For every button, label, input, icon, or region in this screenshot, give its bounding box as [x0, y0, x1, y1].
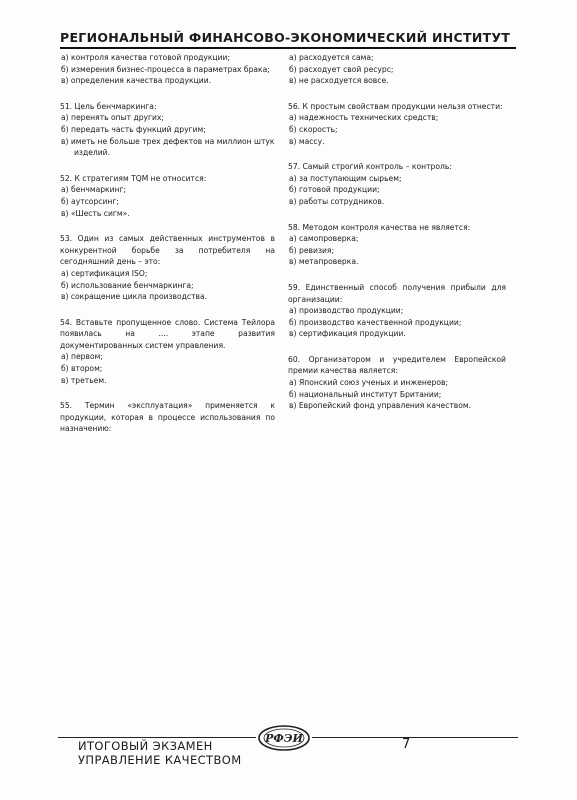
- option: а) контроля качества готовой продукции;: [61, 53, 231, 62]
- institute-title: РЕГИОНАЛЬНЫЙ ФИНАНСОВО-ЭКОНОМИЧЕСКИЙ ИНСТИТУТ: [60, 30, 511, 45]
- question-52: [60, 173, 275, 219]
- option: а) надежность технических средств;: [289, 113, 439, 123]
- option: а) производство продукции;: [289, 306, 404, 316]
- option: а) бенчмаркинг;: [61, 185, 127, 195]
- left-column: [60, 52, 275, 449]
- question-60: [288, 354, 506, 412]
- option: в) «Шесть сигм».: [61, 208, 130, 218]
- option: а) за поступающим сырьем;: [289, 173, 402, 183]
- question-55: [60, 400, 275, 435]
- header-rule: [60, 47, 516, 49]
- option: в) иметь не больше трех дефектов на миллион штук изделий.: [61, 136, 275, 158]
- option: б) использование бенчмаркинга;: [61, 280, 194, 290]
- question-text: 51. Цель бенчмаркинга:: [60, 101, 157, 111]
- option: а) перенять опыт других;: [61, 113, 164, 123]
- page-number: 7: [402, 737, 411, 752]
- question-text: 52. К стратегиям TQM не относится:: [60, 173, 207, 183]
- option: б) аутсорсинг;: [61, 196, 119, 206]
- logo-text: РФЭИ: [265, 732, 303, 745]
- question-text: 60. Организатором и учредителем Европейской премии качества является:: [288, 354, 506, 376]
- question-58: [288, 222, 506, 268]
- option: б) производство качественной продукции;: [289, 317, 462, 327]
- option: в) не расходуется вовсе.: [289, 76, 389, 86]
- option: б) ревизия;: [289, 245, 335, 255]
- option: а) сертификация ISO;: [61, 268, 148, 278]
- question-57: [288, 161, 506, 207]
- option: б) расходует свой ресурс;: [289, 64, 394, 74]
- option: б) втором;: [61, 364, 103, 374]
- question-text: 58. Методом контроля качества не является:: [288, 222, 471, 232]
- option: б) измерения бизнес-процесса в параметрах брака;: [61, 64, 270, 74]
- option: в) определения качества продукции.: [61, 76, 212, 86]
- page-footer: [78, 731, 498, 771]
- option: б) готовой продукции;: [289, 185, 380, 195]
- option: в) работы сотрудников.: [289, 196, 385, 206]
- option: в) сертификация продукции.: [289, 329, 406, 339]
- option: б) национальный институт Британии;: [289, 389, 442, 399]
- question-text: 53. Один из самых действенных инструментов в конкурентной борьбе за потребителя на сегодняшний день – это:: [60, 234, 275, 267]
- exam-title: ИТОГОВЫЙ ЭКЗАМЕН: [78, 739, 217, 753]
- option: в) сокращение цикла производства.: [61, 292, 208, 302]
- question-56: [288, 101, 506, 147]
- option: в) массу.: [289, 136, 325, 146]
- question-54: [60, 317, 275, 387]
- option: в) Европейский фонд управления качеством.: [289, 401, 472, 411]
- question-50-tail: [60, 52, 275, 87]
- question-55-tail: [288, 52, 506, 87]
- question-text: 55. Термин «эксплуатация» применяется к продукции, которая в процессе использования по назначению:: [60, 401, 275, 434]
- question-53: [60, 233, 275, 303]
- question-text: 54. Вставьте пропущенное слово. Система Тейлора появилась на .... этапе развития документированных систем управления.: [60, 317, 275, 350]
- course-title: УПРАВЛЕНИЕ КАЧЕСТВОМ: [78, 753, 246, 767]
- option: а) Японский союз ученых и инженеров;: [289, 378, 449, 388]
- question-59: [288, 282, 506, 340]
- question-text: 56. К простым свойствам продукции нельзя отнести:: [288, 101, 503, 111]
- page-header: [60, 30, 516, 50]
- option: а) расходуется сама;: [289, 53, 374, 62]
- question-51: [60, 101, 275, 159]
- option: б) передать часть функций другим;: [61, 124, 206, 134]
- option: б) скорость;: [289, 124, 338, 134]
- option: в) третьем.: [61, 375, 107, 385]
- question-text: 59. Единственный способ получения прибыли для организации:: [288, 282, 506, 304]
- institute-logo-icon: [256, 723, 312, 753]
- right-column: [288, 52, 506, 426]
- option: а) самопроверка;: [289, 234, 359, 244]
- question-text: 57. Самый строгий контроль – контроль:: [288, 162, 452, 172]
- option: в) метапроверка.: [289, 257, 359, 267]
- option: а) первом;: [61, 352, 103, 362]
